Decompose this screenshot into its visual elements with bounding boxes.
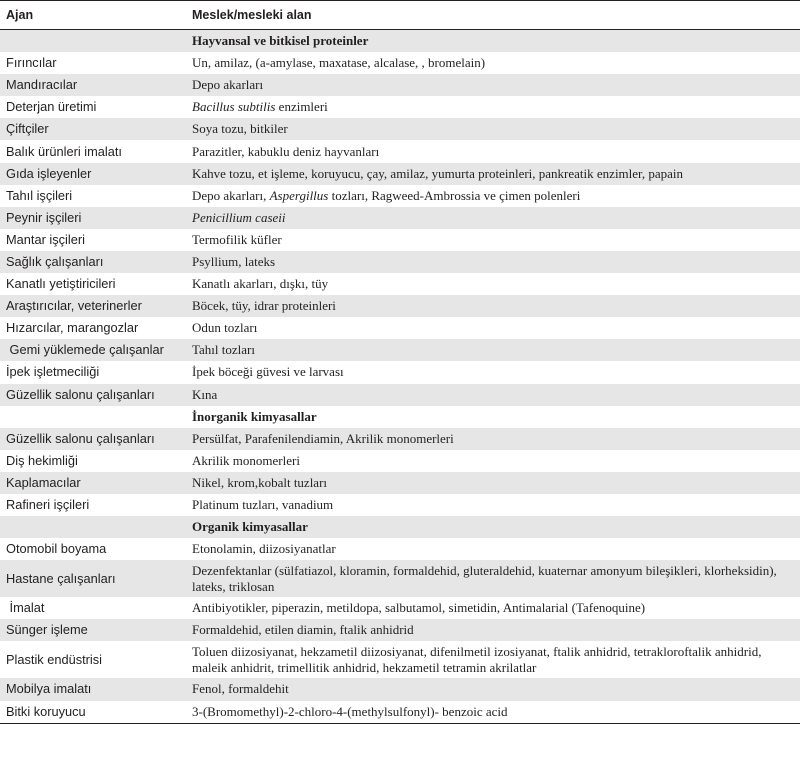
section-title: İnorganik kimyasallar [192, 408, 317, 424]
occupation-cell [186, 118, 800, 140]
table-body [0, 30, 800, 724]
occupation-text: Etonolamin, diizosiyanatlar [192, 541, 336, 557]
occupation-text: Akrilik monomerleri [192, 452, 300, 468]
occupation-text: Fenol, formaldehit [192, 681, 289, 697]
agent-cell: Hızarcılar, marangozlar [6, 320, 139, 336]
table-row [0, 207, 800, 229]
agent-cell: Deterjan üretimi [6, 99, 97, 115]
agent-cell: Güzellik salonu çalışanları [0, 384, 186, 406]
occupation-text: Kahve tozu, et işleme, koruyucu, çay, amilaz, yumurta proteinleri, pankreatik enzimler, papain [192, 165, 684, 181]
occupation-text: tozları, Ragweed-Ambrossia ve çimen polenleri [328, 187, 581, 203]
occupation-text: Platinum tuzları, vanadium [192, 497, 334, 513]
table-row [0, 251, 800, 273]
section-header-row [0, 30, 800, 53]
occupation-text: Formaldehid, etilen diamin, ftalik anhidrid [192, 622, 414, 638]
agent-cell: Mobilya imalatı [0, 678, 186, 700]
occupation-text: Antibiyotikler, piperazin, metildopa, salbutamol, simetidin, Antimalarial (Tafenoquine) [192, 600, 646, 616]
table-row [0, 273, 800, 295]
occupation-cell [186, 317, 800, 339]
table-row [0, 52, 800, 74]
occupation-text: Psyllium, lateks [192, 253, 276, 269]
occupation-text: enzimleri [275, 99, 328, 115]
agent-cell: Çiftçiler [0, 118, 186, 140]
table-header-row [0, 1, 800, 30]
occupation-cell [186, 163, 800, 185]
agent-cell: Hastane çalışanları [0, 560, 186, 597]
agent-cell: Gemi yüklemede çalışanlar [0, 339, 186, 361]
header-occupation: Meslek/mesleki alan [186, 1, 800, 30]
agent-cell: Mantar işçileri [6, 231, 85, 247]
occupation-cell [186, 597, 800, 619]
occupation-cell [186, 619, 800, 641]
table-row [0, 560, 800, 597]
table-row [0, 494, 800, 516]
agent-cell: İmalat [6, 600, 45, 616]
occupation-cell [186, 273, 800, 295]
table-row [0, 163, 800, 185]
occupation-text: İpek böceği güvesi ve larvası [192, 364, 344, 380]
occupation-text: Tahıl tozları [192, 342, 255, 358]
table-row [0, 641, 800, 678]
agent-cell: Otomobil boyama [6, 541, 107, 557]
table-row [0, 339, 800, 361]
agent-cell: Rafineri işçileri [6, 497, 90, 513]
agent-cell: Fırıncılar [6, 55, 57, 71]
table-row [0, 472, 800, 494]
table-row [0, 619, 800, 641]
agent-cell: Tahıl işçileri [6, 187, 73, 203]
species-name: Penicillium caseii [192, 209, 286, 225]
occupation-cell [186, 339, 800, 361]
agent-cell: Güzellik salonu çalışanları [0, 428, 186, 450]
agent-cell: Plastik endüstrisi [6, 651, 103, 667]
occupation-text: Kanatlı akarları, dışkı, tüy [192, 276, 329, 292]
occupation-text: Kına [192, 386, 218, 402]
occupation-cell [186, 96, 800, 118]
occupation-text: Böcek, tüy, idrar proteinleri [192, 298, 336, 314]
occupation-text: Nikel, krom,kobalt tuzları [192, 474, 328, 490]
table-row [0, 361, 800, 383]
occupation-text: Termofilik küfler [192, 231, 282, 247]
section-title: Organik kimyasallar [186, 516, 800, 538]
species-name: Bacillus subtilis [192, 99, 276, 115]
occupation-cell [186, 384, 800, 406]
occupation-cell [186, 251, 800, 273]
occupation-cell [186, 428, 800, 450]
agent-cell: Balık ürünleri imalatı [6, 143, 122, 159]
agent-cell: Kanatlı yetiştiricileri [6, 276, 116, 292]
occupation-text: 3-(Bromomethyl)-2-chloro-4-(methylsulfonyl)- benzoic acid [192, 703, 508, 719]
agent-cell: Peynir işçileri [0, 207, 186, 229]
occupation-cell [186, 494, 800, 516]
table-row [0, 229, 800, 251]
section-spacer [0, 406, 186, 428]
occupation-cell [186, 295, 800, 317]
occupation-text: Depo akarları [192, 77, 264, 93]
occupation-cell [186, 207, 800, 229]
agent-cell: Kaplamacılar [0, 472, 186, 494]
table-row [0, 384, 800, 406]
table-row [0, 450, 800, 472]
occupation-text: Dezenfektanlar (sülfatiazol, kloramin, formaldehid, gluteraldehid, kuaternar amonyum bileşikleri, klorheksidin), lateks, triklosan [192, 562, 777, 594]
occupation-cell [186, 472, 800, 494]
table-row [0, 428, 800, 450]
occupation-cell [186, 229, 800, 251]
occupation-text: Depo akarları, [192, 187, 270, 203]
occupation-cell [186, 678, 800, 700]
occupation-text: Odun tozları [192, 320, 258, 336]
agent-cell: Araştırıcılar, veterinerler [0, 295, 186, 317]
occupation-cell [186, 641, 800, 678]
table-row [0, 538, 800, 560]
table-row [0, 140, 800, 162]
agent-cell: Mandıracılar [0, 74, 186, 96]
agent-cell: Sünger işleme [0, 619, 186, 641]
table-row [0, 118, 800, 140]
occupation-text: Persülfat, Parafenilendiamin, Akrilik monomerleri [192, 430, 454, 446]
agent-cell: Gıda işleyenler [0, 163, 186, 185]
table-row [0, 185, 800, 207]
table-row [0, 678, 800, 700]
section-spacer [0, 30, 186, 53]
table-row [0, 74, 800, 96]
table-row [0, 701, 800, 724]
section-header-row [0, 516, 800, 538]
section-spacer [0, 516, 186, 538]
occupation-cell [186, 74, 800, 96]
agent-cell: Sağlık çalışanları [0, 251, 186, 273]
occupation-text: Parazitler, kabuklu deniz hayvanları [192, 143, 380, 159]
occupation-cell [186, 140, 800, 162]
occupation-cell [186, 185, 800, 207]
occupation-text: Toluen diizosiyanat, hekzametil diizosiyanat, difenilmetil izosiyanat, ftalik anhidrid, tetrakloroftalik anhidrid, maleik anhidrit, trimellitik anhidrid, hekzametil tetramin akrilatlar [192, 643, 762, 675]
occupation-cell [186, 560, 800, 597]
agent-cell: Diş hekimliği [6, 452, 78, 468]
occupation-text: Soya tozu, bitkiler [192, 121, 288, 137]
occupation-cell [186, 701, 800, 724]
section-header-row [0, 406, 800, 428]
agent-cell: İpek işletmeciliği [6, 364, 100, 380]
occupation-cell [186, 361, 800, 383]
header-agent: Ajan [0, 1, 186, 30]
section-title: Hayvansal ve bitkisel proteinler [186, 30, 800, 53]
occupation-cell [186, 450, 800, 472]
occupation-text: Un, amilaz, (a-amylase, maxatase, alcalase, , bromelain) [192, 55, 486, 71]
table-row [0, 317, 800, 339]
species-name: Aspergillus [269, 187, 329, 203]
agent-cell: Bitki koruyucu [0, 701, 186, 724]
table-row [0, 96, 800, 118]
occupation-cell [186, 52, 800, 74]
table-row [0, 597, 800, 619]
table-row [0, 295, 800, 317]
occupation-cell [186, 538, 800, 560]
